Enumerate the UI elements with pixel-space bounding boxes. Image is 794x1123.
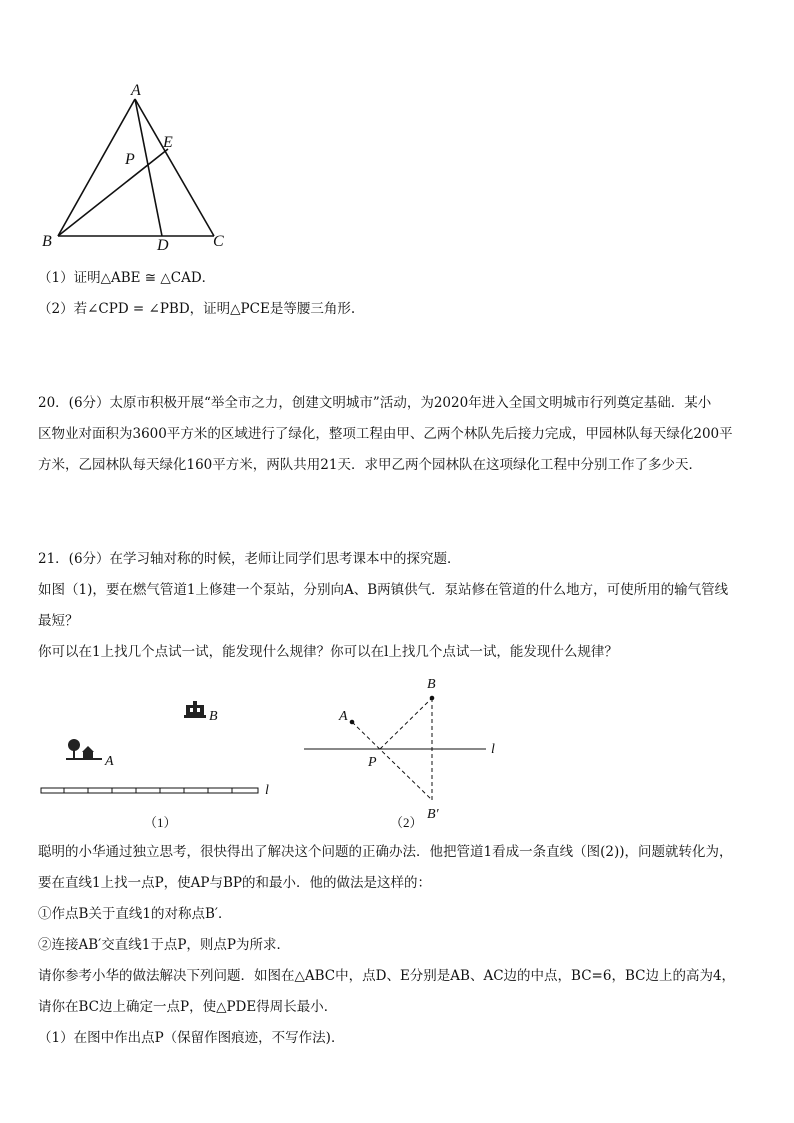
- q21-line6: 要在直线1上找一点P，使AP与BP的和最小．他的做法是这样的：: [38, 875, 432, 891]
- triangle-figure: [30, 78, 240, 258]
- fig1-label-a: A: [105, 754, 114, 769]
- label-d: D: [157, 237, 169, 254]
- point-a: [350, 720, 355, 725]
- q19-part1: （1）证明△ABE ≅ △CAD．: [38, 270, 216, 286]
- q21-line5: 聪明的小华通过独立思考，很快得出了解决这个问题的正确办法．他把管道1看成一条直线（图(2))，问题就转化为，: [38, 844, 733, 860]
- fig2-label-a: A: [339, 709, 348, 724]
- label-a: A: [131, 82, 141, 99]
- fig2-label-bprime: B′: [427, 807, 439, 822]
- q21-line9: 请你参考小华的做法解决下列问题．如图在△ABC中，点D、E分别是AB、AC边的中点，BC=6，BC边上的高为4，: [38, 968, 736, 984]
- label-p: P: [125, 151, 135, 168]
- fig2-caption: （2）: [390, 815, 423, 830]
- q21-line1: 21．(6分）在学习轴对称的时候，老师让同学们思考课本中的探究题．: [38, 551, 461, 567]
- q21-line10: 请你在BC边上确定一点P，使△PDE得周长最小．: [38, 999, 338, 1015]
- q21-line2: 如图（1)，要在燃气管道1上修建一个泵站，分别向A、B两镇供气．泵站修在管道的什么地方，可使所用的输气管线: [38, 582, 729, 598]
- segment-pb: [380, 698, 432, 749]
- q20-line3: 方米，乙园林队每天绿化160平方米，两队共用21天．求甲乙两个园林队在这项绿化工程中分别工作了多少天．: [38, 457, 702, 473]
- q21-line8: ②连接AB′交直线1于点P，则点P为所求．: [38, 937, 290, 953]
- fig1-label-b: B: [209, 709, 218, 724]
- pipeline-figure-1: [36, 695, 286, 835]
- q19-part2: （2）若∠CPD = ∠PBD，证明△PCE是等腰三角形.: [38, 301, 356, 317]
- segment-apbp: [352, 722, 432, 800]
- fig2-label-l: l: [491, 742, 495, 757]
- q21-line3: 最短？: [38, 613, 79, 629]
- point-b: [430, 696, 435, 701]
- fig1-label-l: l: [265, 783, 269, 798]
- pipeline: [41, 788, 258, 793]
- town-a-icon: [66, 739, 102, 760]
- label-c: C: [213, 233, 224, 250]
- q21-line7: ①作点B关于直线1的对称点B′．: [38, 906, 232, 922]
- reflection-figure-2: [300, 672, 510, 837]
- fig2-label-b: B: [427, 677, 436, 692]
- label-e: E: [163, 134, 173, 151]
- town-b-icon: [184, 701, 206, 718]
- fig1-caption: （1）: [144, 815, 177, 830]
- fig2-label-p: P: [368, 755, 377, 770]
- q20-line1: 20．(6分）太原市积极开展“举全市之力，创建文明城市”活动，为2020年进入全国文明城市行列奠定基础．某小: [38, 395, 712, 411]
- q21-line11: （1）在图中作出点P（保留作图痕迹，不写作法)．: [38, 1030, 345, 1046]
- label-b: B: [42, 233, 52, 250]
- q21-line4: 你可以在1上找几个点试一试，能发现什么规律？你可以在l上找几个点试一试，能发现什么规律？: [38, 644, 618, 660]
- q20-line2: 区物业对面积为3600平方米的区域进行了绿化，整项工程由甲、乙两个林队先后接力完成，甲园林队每天绿化200平: [38, 426, 733, 442]
